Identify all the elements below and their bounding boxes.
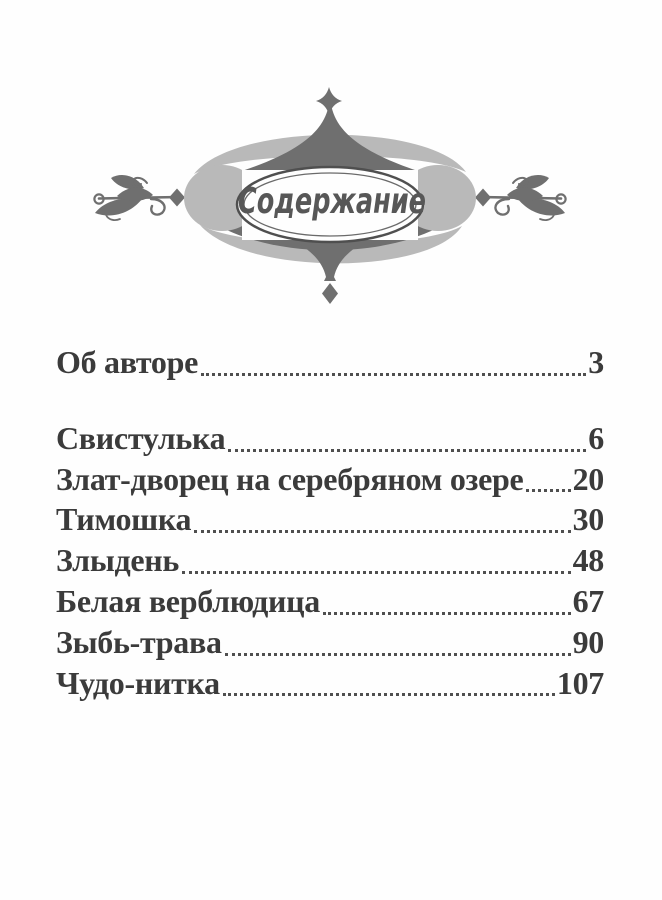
toc-entry	[56, 459, 604, 500]
bottom-diamond-icon	[322, 283, 338, 304]
dotted-leader	[323, 612, 571, 615]
toc-entry-title: Злыдень	[56, 542, 180, 579]
toc-entry-page-number: 3	[588, 344, 604, 380]
dotted-leader	[194, 530, 570, 533]
floral-flourish-icon	[94, 175, 180, 220]
dotted-leader	[225, 653, 571, 656]
toc-entry-title: Чудо-нитка	[56, 664, 220, 701]
toc-entry-title: Белая верблюдица	[56, 582, 320, 619]
toc-entry	[56, 540, 604, 581]
toc-entry	[56, 581, 604, 622]
toc-entry	[56, 663, 604, 704]
toc-entry	[56, 342, 604, 383]
toc-entry-title: Злат-дворец на серебряном озере	[56, 460, 524, 497]
toc-entry-title: Тимошка	[56, 501, 192, 538]
dotted-leader	[182, 571, 571, 574]
toc-entry-title: Зыбь-трава	[56, 623, 222, 660]
toc-entry-page-number: 30	[572, 501, 604, 538]
star-finial-icon	[316, 87, 342, 115]
dotted-leader	[526, 489, 570, 492]
ornament-vignette	[0, 0, 662, 330]
toc-entry-page-number: 6	[588, 419, 604, 456]
toc-entry-page-number: 48	[572, 542, 604, 579]
toc-entry	[56, 499, 604, 540]
contents-title: Содержание	[238, 181, 426, 222]
toc-entry	[56, 622, 604, 663]
dotted-leader	[223, 693, 555, 696]
toc-entry-page-number: 107	[556, 664, 604, 701]
header-ornament	[0, 0, 662, 330]
toc-entry-page-number: 20	[572, 460, 604, 497]
table-of-contents	[56, 342, 604, 703]
toc-entry	[56, 418, 604, 459]
dome-icon	[242, 104, 418, 171]
dotted-leader	[228, 449, 586, 452]
toc-entry-page-number: 90	[572, 623, 604, 660]
toc-entry-page-number: 67	[572, 582, 604, 619]
toc-entry-title: Свистулька	[56, 419, 226, 456]
dotted-leader	[201, 373, 586, 376]
toc-entry-title: Об авторе	[56, 344, 198, 380]
